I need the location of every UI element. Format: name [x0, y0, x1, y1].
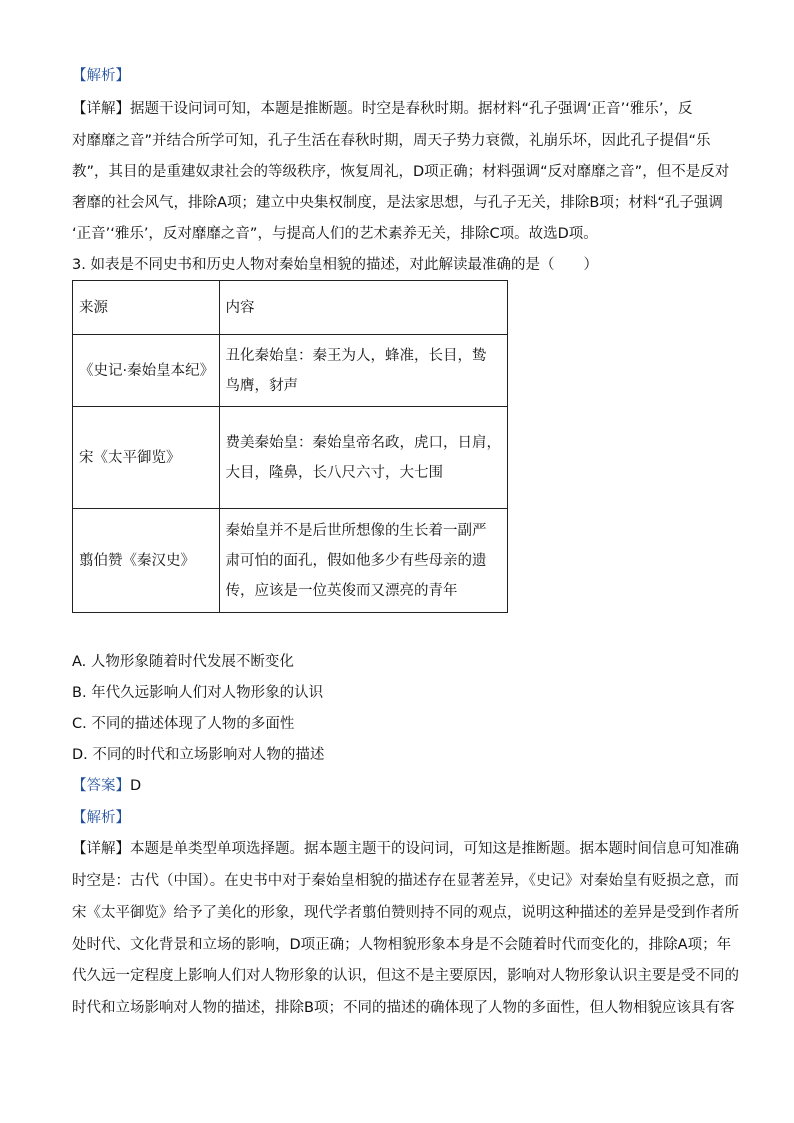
answer-line	[72, 776, 141, 796]
analysis-label: 【解析】	[72, 810, 130, 826]
answer-value: D	[130, 778, 142, 794]
table-cell-content	[219, 335, 508, 407]
content-line: 丑化秦始皇：秦王为人，蜂准，长目，鸷	[225, 347, 487, 364]
detail-line: 奢靡的社会风气，排除A项；建立中央集权制度，是法家思想，与孔子无关，排除B项；材料“孔子强调	[72, 195, 723, 211]
table-cell-source: 《史记·秦始皇本纪》	[73, 335, 220, 407]
source-table	[72, 280, 508, 613]
table-cell-source: 翦伯赞《秦汉史》	[73, 509, 220, 613]
content-line: 秦始皇并不是后世所想像的生长着一副严	[225, 522, 487, 539]
answer-label: 【答案】	[72, 778, 130, 794]
content-line: 大目，隆鼻，长八尺六寸，大七围	[225, 464, 443, 481]
option-a: A. 人物形象随着时代发展不断变化	[72, 654, 294, 670]
analysis-label: 【解析】	[72, 68, 130, 84]
detail-line: 【详解】本题是单类型单项选择题。据本题主题干的设问词，可知这是推断题。据本题时间信息可知准确	[72, 841, 739, 857]
content-line: 肃可怕的面孔，假如他多少有些母亲的遗	[225, 552, 487, 569]
table-header-content: 内容	[219, 281, 508, 335]
detail-line: 对靡靡之音”并结合所学可知，孔子生活在春秋时期，周天子势力衰微，礼崩乐坏，因此孔子提倡“乐	[72, 133, 711, 149]
table-cell-content	[219, 509, 508, 613]
table-cell-content	[219, 407, 508, 509]
detail-line: 代久远一定程度上影响人们对人物形象的认识，但这不是主要原因，影响对人物形象认识主要是受不同的	[72, 968, 739, 984]
table-row	[73, 509, 508, 613]
detail-line: 【详解】据题干设问词可知，本题是推断题。时空是春秋时期。据材料“孔子强调‘正音’‘雅乐’，反	[72, 101, 693, 117]
content-line: 传，应该是一位英俊而又漂亮的青年	[225, 582, 458, 599]
table-row	[73, 407, 508, 509]
detail-line: 宋《太平御览》给予了美化的形象，现代学者翦伯赞则持不同的观点，说明这种描述的差异是受到作者所	[72, 905, 739, 921]
table-header-source: 来源	[73, 281, 220, 335]
detail-line: 时代和立场影响对人物的描述，排除B项；不同的描述的确体现了人物的多面性，但人物相貌应该具有客	[72, 1000, 735, 1016]
detail-line: ‘正音’‘雅乐’，反对靡靡之音”，与提高人们的艺术素养无关，排除C项。故选D项。	[72, 226, 598, 242]
question-stem: 3. 如表是不同史书和历史人物对秦始皇相貌的描述，对此解读最准确的是（ ）	[72, 257, 598, 273]
table-cell-source: 宋《太平御览》	[73, 407, 220, 509]
table-header-row	[73, 281, 508, 335]
content-line: 鸟膺，豺声	[225, 377, 298, 394]
option-d: D. 不同的时代和立场影响对人物的描述	[72, 747, 325, 763]
detail-line: 教”，其目的是重建奴隶社会的等级秩序，恢复周礼，D项正确；材料强调“反对靡靡之音”，但不是反对	[72, 164, 730, 180]
table-row	[73, 335, 508, 407]
content-line: 费美秦始皇：秦始皇帝名政，虎口，日肩，	[225, 434, 501, 451]
detail-line: 处时代、文化背景和立场的影响，D项正确；人物相貌形象本身是不会随着时代而变化的，排除A项；年	[72, 937, 732, 953]
detail-line: 时空是：古代（中国）。在史书中对于秦始皇相貌的描述存在显著差异，《史记》对秦始皇有贬损之意，而	[72, 873, 739, 889]
option-b: B. 年代久远影响人们对人物形象的认识	[72, 685, 324, 701]
option-c: C. 不同的描述体现了人物的多面性	[72, 716, 295, 732]
